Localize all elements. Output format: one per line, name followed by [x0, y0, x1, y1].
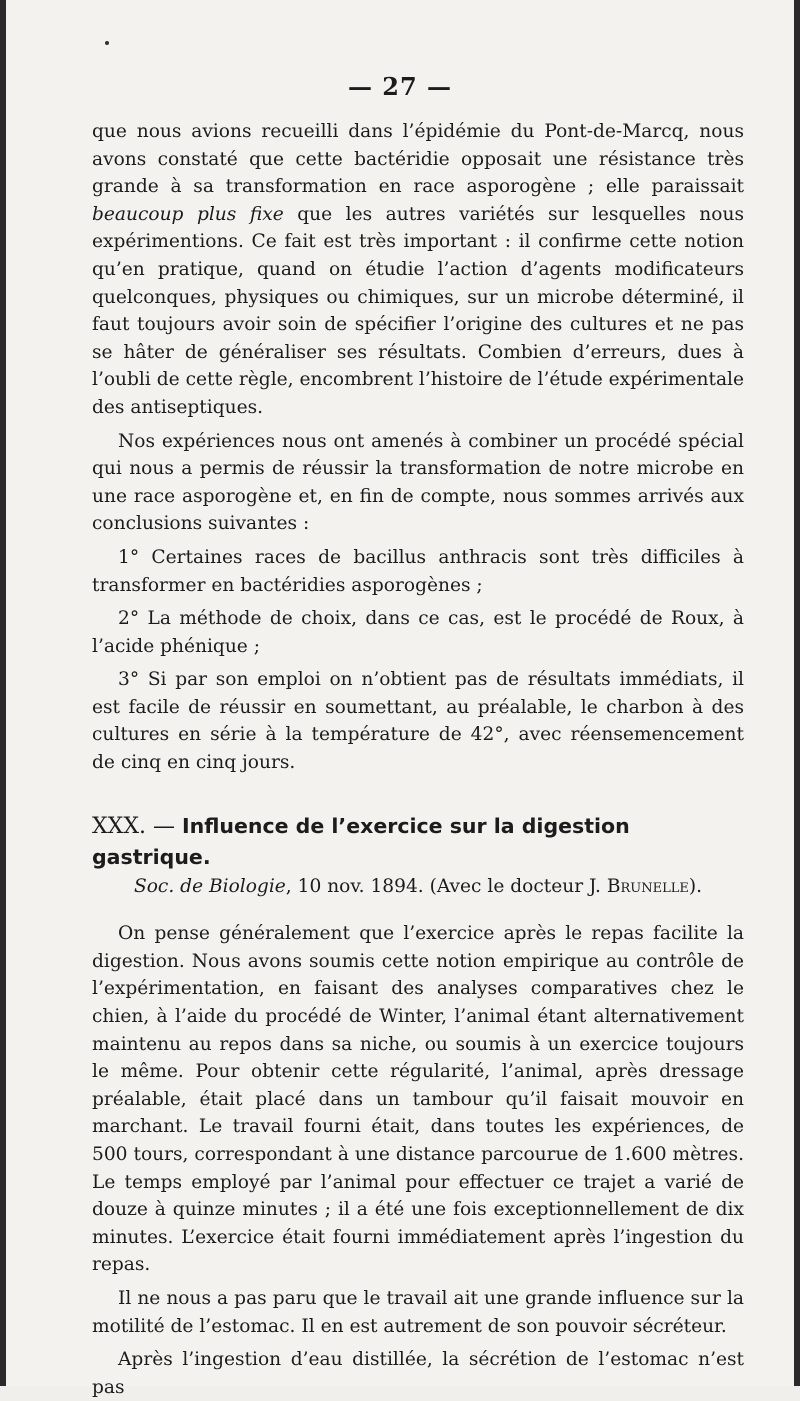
section-heading: XXX. — Influence de l’exercice sur la digestion gastrique.	[92, 813, 630, 869]
paragraph-7: Il ne nous a pas paru que le travail ait une grande influence sur la motilité de l’estomac. Il en est autrement de son pouvoir sécréteur.	[92, 1287, 744, 1337]
emphasis-text: beaucoup plus fixe	[92, 203, 284, 225]
paragraph-1: que nous avions recueilli dans l’épidémie du Pont-de-Marcq, nous avons constaté que cette bactéridie opposait une résistance très grande à sa transformation en race asporogène ; elle paraissait beaucoup plus fixe que les autres variétés sur lesquelles nous expérimentions. Ce fait est très important : il confirme cette notion qu’en pratique, quand on étudie l’action d’agents modificateurs quelconques, physiques ou chimiques, sur un microbe déterminé, il faut toujours avoir soin de spécifier l’origine des cultures et ne pas se hâter de généraliser ses résultats. Combien d’erreurs, dues à l’oubli de cette règle, encombrent l’histoire de l’étude expérimentale des antiseptiques.	[92, 121, 744, 418]
paragraph-6: On pense généralement que l’exercice après le repas facilite la digestion. Nous avons soumis cette notion empirique au contrôle de l’expérimentation, en faisant des analyses comparatives chez le chien, à l’aide du procédé de Winter, l’animal étant alternativement maintenu au repos dans sa niche, ou soumis à un exercice toujours le même. Pour obtenir cette régularité, l’animal, après dressage préalable, était placé dans un tambour qu’il faisait mouvoir en marchant. Le travail fourni était, dans toutes les expériences, de 500 tours, correspondant à une distance parcourue de 1.600 mètres. Le temps employé par l’animal pour effectuer ce trajet a varié de douze à quinze minutes ; il a été une fois exceptionnellement de dix minutes. L’exercice était fourni immédiatement après l’ingestion du repas.	[92, 923, 744, 1276]
conclusion-3: 3° Si par son emploi on n’obtient pas de résultats immédiats, il est facile de réussir en soumettant, au préalable, le charbon à des cultures en série à la température de 42°, avec réensemencement de cinq en cinq jours.	[92, 669, 744, 774]
section-reference: Soc. de Biologie, 10 nov. 1894. (Avec le docteur J. Brunelle).	[134, 875, 703, 897]
page-body	[92, 118, 744, 1401]
conclusion-2: 2° La méthode de choix, dans ce cas, est le procédé de Roux, à l’acide phénique ;	[92, 608, 744, 657]
conclusion-1: 1° Certaines races de bacillus anthracis sont très difficiles à transformer en bactéridies asporogènes ;	[92, 546, 744, 596]
paragraph-2: Nos expériences nous ont amenés à combiner un procédé spécial qui nous a permis de réussir la transformation de notre microbe en une race asporogène et, en fin de compte, nous sommes arrivés aux conclusions suivantes :	[92, 430, 744, 535]
speck-mark	[105, 41, 109, 45]
page-number: — 27 —	[347, 72, 453, 101]
paragraph-8: Après l’ingestion d’eau distillée, la sécrétion de l’estomac n’est pas	[92, 1349, 744, 1398]
